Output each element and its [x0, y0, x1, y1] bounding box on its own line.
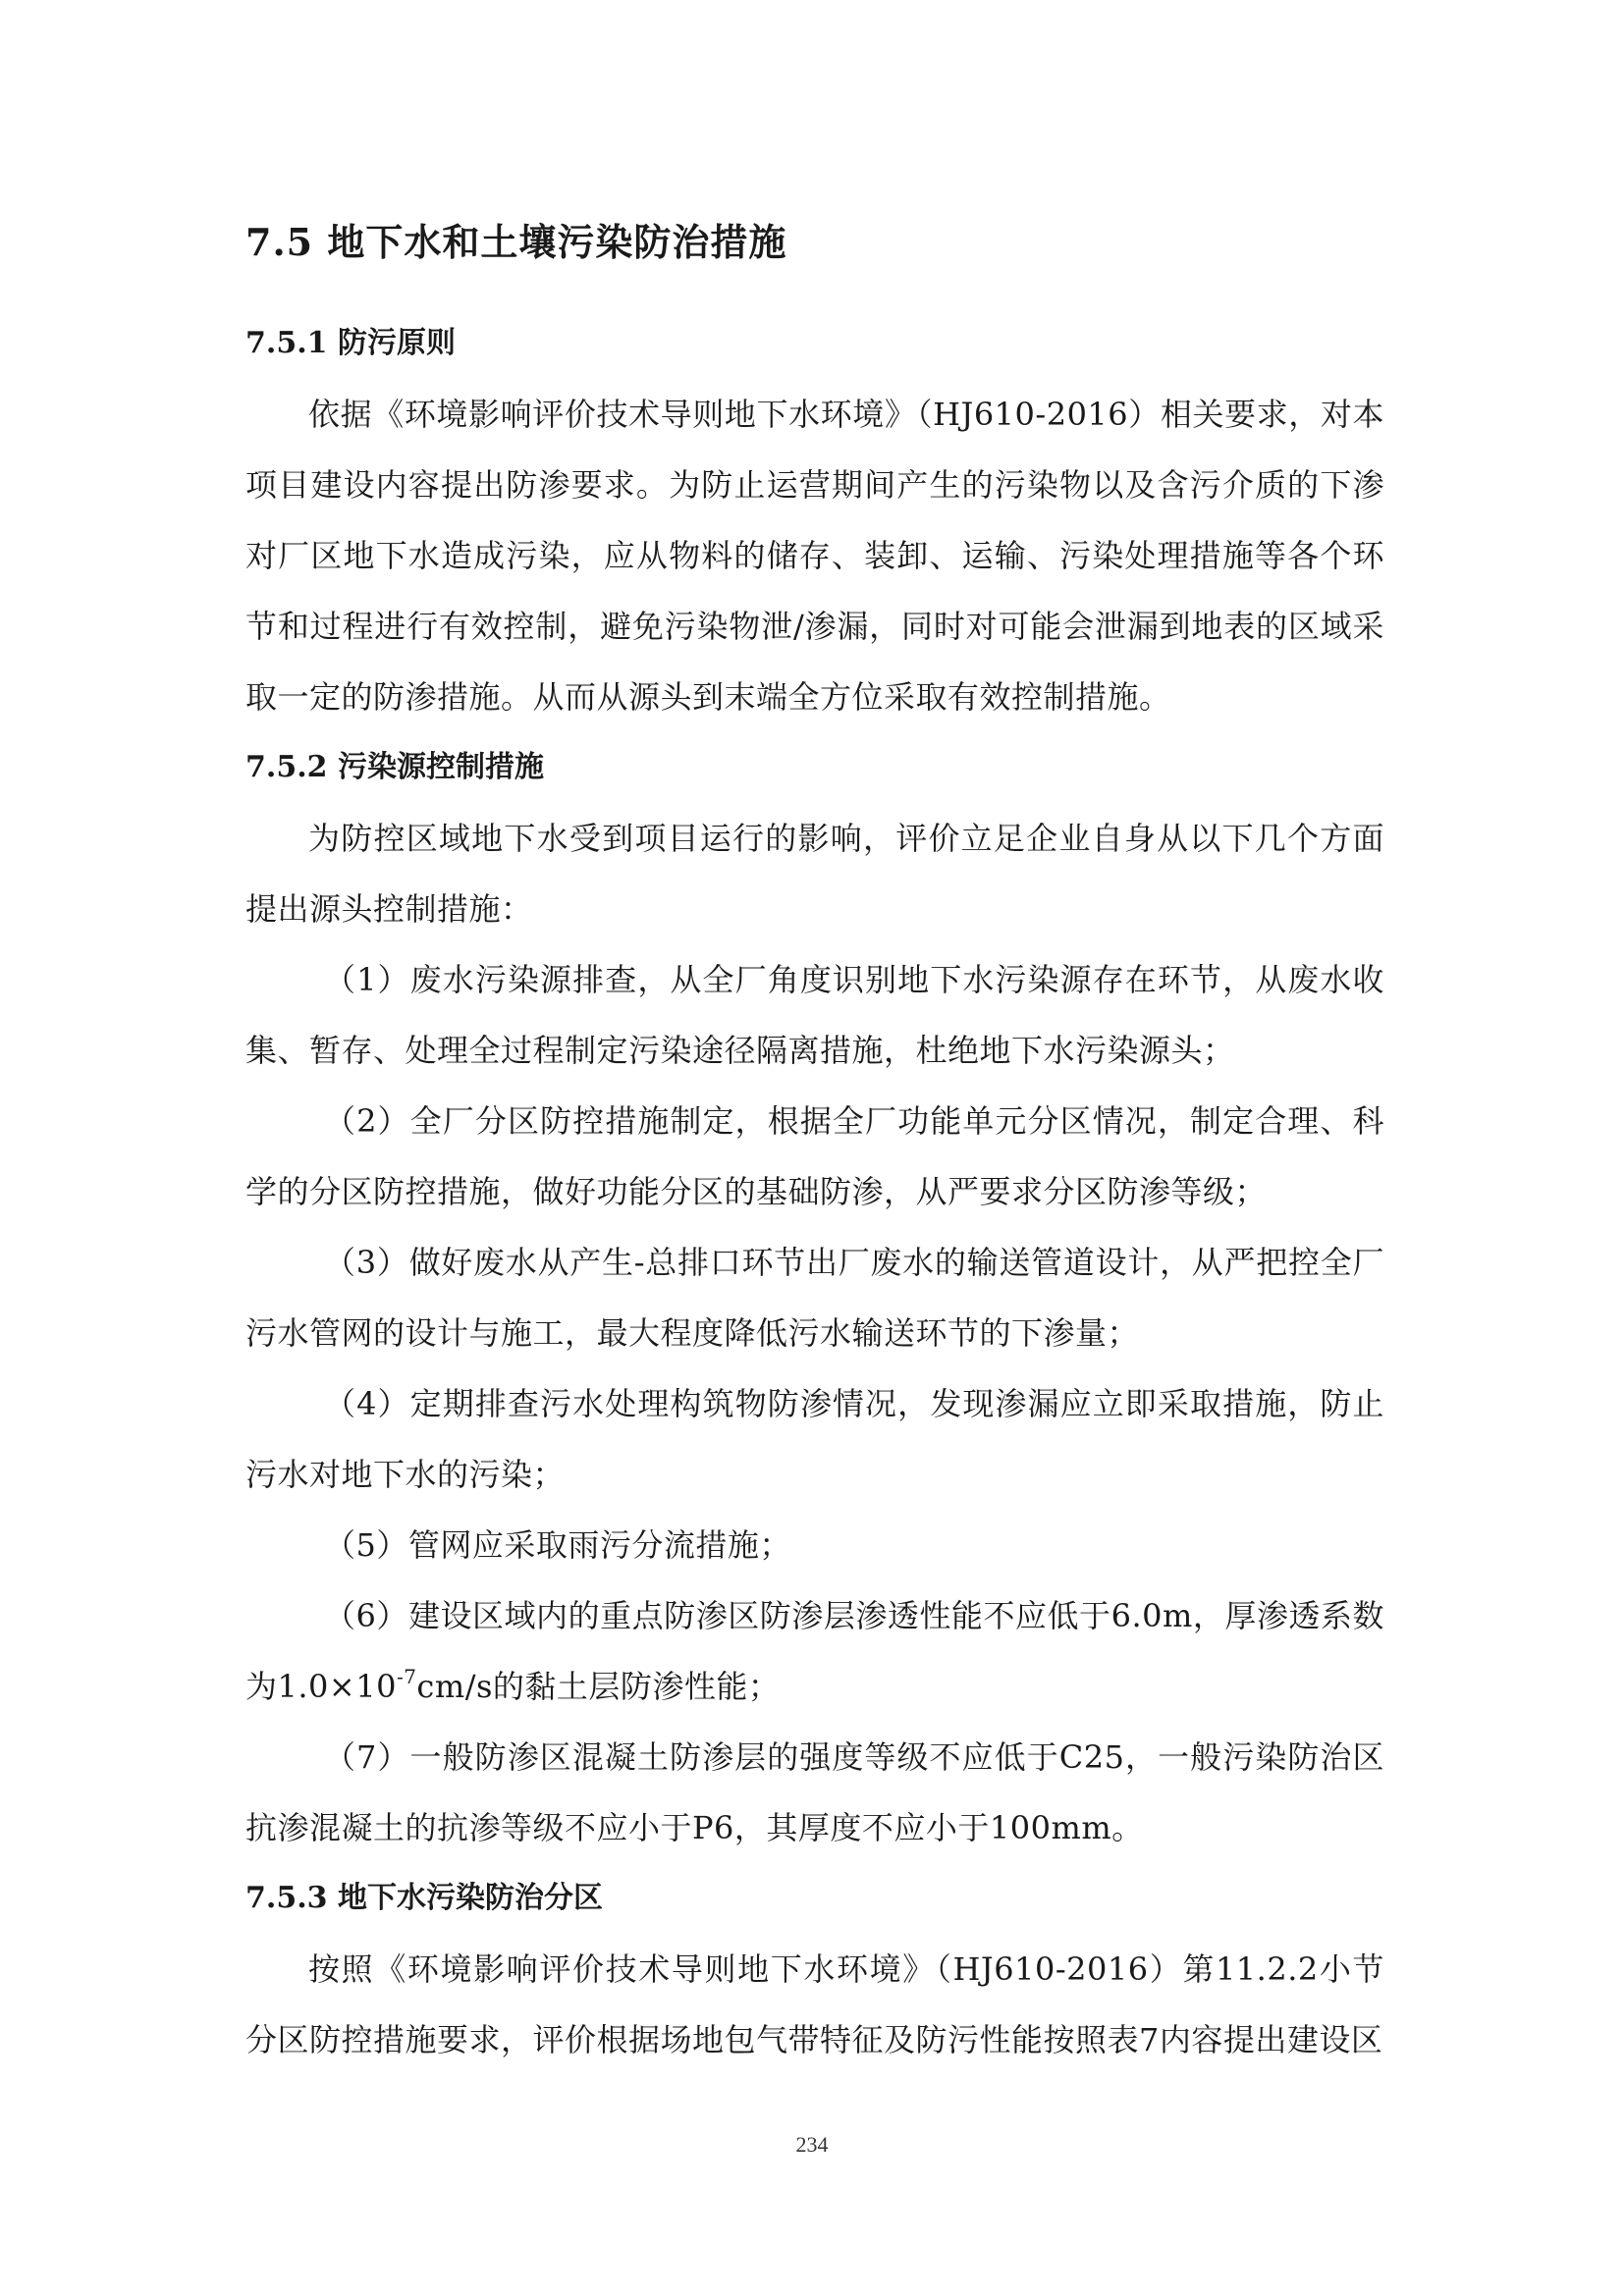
- subsection-heading-7-5-2: 7.5.2 污染源控制措施: [245, 750, 544, 784]
- paragraph-zoning: 按照《环境影响评价技术导则地下水环境》（HJ610-2016）第11.2.2小节分区防控措施要求，评价根据场地包气带特征及防污性能按照表7内容提出建设区: [245, 1950, 1384, 2058]
- list-item-6-text-end: cm/s的黏土层防渗性能；: [416, 1668, 781, 1705]
- page-content: [245, 214, 1384, 2075]
- list-item-5: （5）管网应采取雨污分流措施；: [324, 1526, 791, 1564]
- paragraph-prevention-principle: 依据《环境影响评价技术导则地下水环境》（HJ610-2016）相关要求，对本项目建设内容提出防渗要求。为防止运营期间产生的污染物以及含污介质的下渗对厂区地下水造成污染，应从物料的储存、装卸、运输、污染处理措施等各个环节和过程进行有效控制，避免污染物泄/渗漏，同时对可能会泄漏到地表的区域采取一定的防渗措施。从而从源头到末端全方位采取有效控制措施。: [245, 396, 1384, 716]
- section-heading: 7.5 地下水和土壤污染防治措施: [245, 220, 787, 264]
- list-item-7: （7）一般防渗区混凝土防渗层的强度等级不应低于C25，一般污染防治区抗渗混凝土的抗渗等级不应小于P6，其厚度不应小于100mm。: [245, 1738, 1384, 1846]
- list-item-2: （2）全厂分区防控措施制定，根据全厂功能单元分区情况，制定合理、科学的分区防控措施，做好功能分区的基础防渗，从严要求分区防渗等级；: [245, 1102, 1384, 1210]
- list-item-4: （4）定期排查污水处理构筑物防渗情况，发现渗漏应立即采取措施，防止污水对地下水的污染；: [245, 1385, 1384, 1493]
- page-number: 234: [795, 2132, 829, 2157]
- exponent-superscript: -7: [396, 1665, 417, 1689]
- list-item-6-text-start: （6）建设区域内的重点防渗区防渗层渗透性能不应低于6.0m，厚渗透系数为1.0×10: [245, 1597, 1384, 1705]
- paragraph-source-control-intro: 为防控区域地下水受到项目运行的影响，评价立足企业自身从以下几个方面提出源头控制措施：: [245, 820, 1384, 928]
- list-item-6: [245, 1580, 1384, 1722]
- list-item-3: （3）做好废水从产生-总排口环节出厂废水的输送管道设计，从严把控全厂污水管网的设计与施工，最大程度降低污水输送环节的下渗量；: [245, 1244, 1384, 1352]
- subsection-heading-7-5-1: 7.5.1 防污原则: [245, 326, 456, 360]
- list-item-1: （1）废水污染源排查，从全厂角度识别地下水污染源存在环节，从废水收集、暂存、处理全过程制定污染途径隔离措施，杜绝地下水污染源头；: [245, 961, 1384, 1069]
- subsection-heading-7-5-3: 7.5.3 地下水污染防治分区: [245, 1881, 603, 1915]
